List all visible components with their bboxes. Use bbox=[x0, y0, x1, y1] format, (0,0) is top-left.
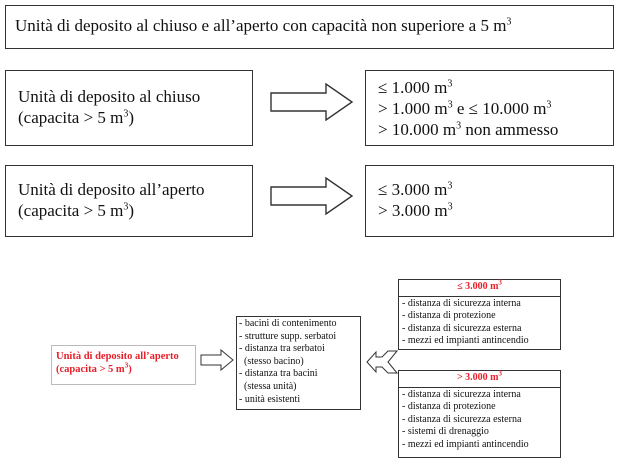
indoor-label: Unità di deposito al chiuso bbox=[18, 87, 201, 106]
title-text: Unità di deposito al chiuso e all’aperto con capacità non superiore a 5 m bbox=[15, 16, 507, 35]
outdoor-option-2: > 3.000 $m^3$ bbox=[378, 201, 453, 220]
bottom-upper-box bbox=[398, 279, 561, 350]
mid-item: - unità esistenti bbox=[239, 393, 301, 405]
indoor-arrow-icon bbox=[270, 83, 354, 121]
indoor-option-3: > 10.000 $m^3$ non ammesso bbox=[378, 120, 559, 139]
mid-item: - strutture supp. serbatoi bbox=[239, 330, 337, 342]
upper-item: - distanza di protezione bbox=[402, 310, 496, 322]
title-sup: 3 bbox=[506, 16, 512, 28]
mid-item: - distanza tra serbatoi bbox=[239, 343, 325, 355]
upper-item: - mezzi ed impianti antincendio bbox=[402, 335, 529, 347]
bottom-left-label bbox=[51, 345, 196, 385]
indoor-options-box bbox=[365, 70, 614, 146]
lower-item: - distanza di protezione bbox=[402, 401, 496, 413]
mid-item: - bacini di contenimento bbox=[239, 318, 337, 329]
bottom-left-arrow-icon bbox=[200, 349, 234, 371]
bottom-split-arrow-icon bbox=[366, 350, 398, 374]
bottom-left-line2: (capacita > 5 $m^3$) bbox=[56, 361, 132, 375]
outdoor-options-box bbox=[365, 165, 614, 237]
lower-header: > 3.000 $m^3$ bbox=[399, 371, 560, 388]
mid-item: (stessa unità) bbox=[239, 380, 297, 392]
indoor-capacity: (capacita > 5 $m^3$) bbox=[18, 108, 135, 127]
indoor-option-1: ≤ 1.000 $m^3$ bbox=[378, 78, 453, 97]
mid-item: (stesso bacino) bbox=[239, 355, 304, 367]
lower-item: - mezzi ed impianti antincendio bbox=[402, 438, 529, 450]
lower-item: - sistemi di drenaggio bbox=[402, 426, 489, 438]
outdoor-arrow-icon bbox=[270, 177, 354, 215]
lower-item: - distanza di sicurezza esterna bbox=[402, 413, 522, 425]
upper-item: - distanza di sicurezza esterna bbox=[402, 322, 522, 334]
outdoor-box bbox=[5, 165, 253, 237]
mid-item: - distanza tra bacini bbox=[239, 368, 318, 380]
indoor-option-2: > 1.000 $m^3$ e ≤ 10.000 $m^3$ bbox=[378, 99, 552, 118]
indoor-box bbox=[5, 70, 253, 146]
lower-item: - distanza di sicurezza interna bbox=[402, 388, 521, 400]
outdoor-option-1: ≤ 3.000 $m^3$ bbox=[378, 180, 453, 199]
bottom-mid-box bbox=[236, 316, 361, 410]
upper-item: - distanza di sicurezza interna bbox=[402, 297, 521, 309]
outdoor-capacity: (capacita > 5 $m^3$) bbox=[18, 201, 135, 220]
bottom-left-line1: Unità di deposito all’aperto bbox=[56, 351, 179, 362]
upper-header: ≤ 3.000 $m^3$ bbox=[399, 280, 560, 297]
bottom-lower-box bbox=[398, 370, 561, 458]
outdoor-label: Unità di deposito all’aperto bbox=[18, 180, 205, 199]
title-box bbox=[5, 5, 614, 49]
